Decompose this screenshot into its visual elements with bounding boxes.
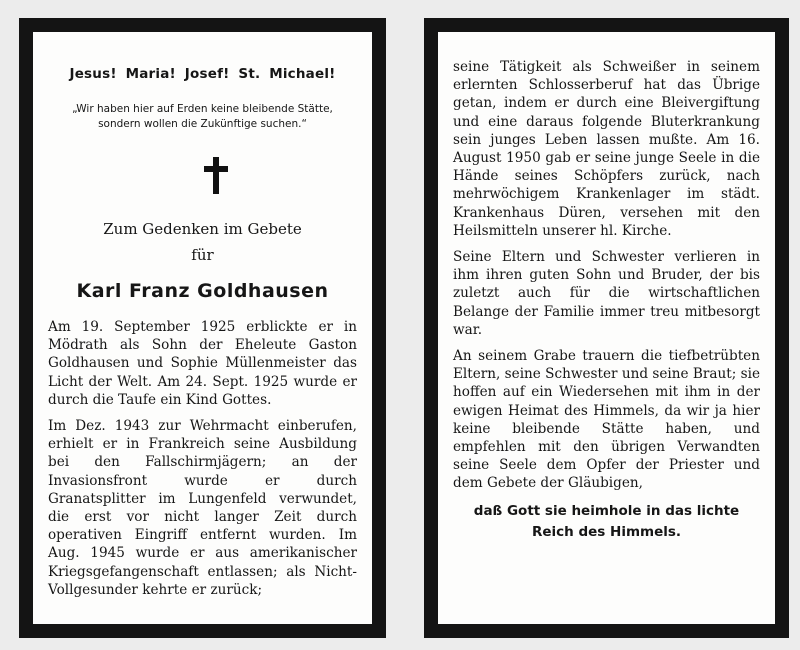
closing-line: Reich des Himmels. (531, 523, 682, 540)
deceased-name: Karl Franz Goldhausen (76, 280, 329, 302)
paragraph: Seine Eltern und Schwester verlieren in ihm ihren guten Sohn und Bruder, der bis zuletzt auch für die wirtschaftlichen Belange der Familie immer treu mitbesorgt war. (453, 249, 760, 338)
memorial-line: Zum Gedenken im Gebete (103, 220, 302, 238)
memorial-for: für (191, 246, 214, 264)
memorial-heading (33, 216, 372, 268)
paragraph: seine Tätigkeit als Schweißer in seinem erlernten Schlosserberuf hat das Übrige getan, indem er durch eine Bleivergiftung und eine daraus folgende Bluterkrankung sein junges Leben lassen mußte. Am 16. August 1950 gab er seine junge Seele in die Hände seines Schöpfers zurück, nach mehrwöchigem Krankenlager im städt. Krankenhaus Düren, versehen mit den Heilsmitteln unserer hl. Kirche. (453, 59, 760, 239)
left-card-inner (33, 32, 372, 624)
paragraph: Am 19. September 1925 erblickte er in Mödrath als Sohn der Eheleute Gaston Goldhausen und Sophie Müllenmeister das Licht der Welt. Am 24. Sept. 1925 wurde er durch die Taufe ein Kind Gottes. (48, 319, 357, 408)
closing-line: daß Gott sie heimhole in das lichte (473, 502, 740, 519)
motto-quote: „Wir haben hier auf Erden keine bleibende Stätte, sondern wollen die Zukünftige suchen.“ (72, 103, 333, 130)
biography-right (453, 58, 760, 543)
biography-left (48, 318, 357, 607)
paragraph: An seinem Grabe trauern die tiefbetrübten Eltern, seine Schwester und seine Braut; sie hoffen auf ein Wiedersehen mit ihm in der ewigen Heimat des Himmels, da wir ja hier keine bleibende Stätte haben, und empfehlen mit den übrigen Verwandten seine Seele dem Opfer der Priester und dem Gebete der Gläubigen, (453, 348, 760, 492)
cross-icon (204, 157, 228, 194)
closing-prayer (453, 501, 760, 543)
paragraph: Im Dez. 1943 zur Wehrmacht einberufen, erhielt er in Frankreich seine Ausbildung bei den Fallschirmjägern; an der Invasionsfront wurde er durch Granatsplitter im Lungenfeld verwundet, die erst vor nicht langer Zeit durch operativen Eingriff entfernt wurden. Im Aug. 1945 wurde er aus amerikanischer Kriegsgefangenschaft entlassen; als Nicht-Vollgesunder kehrte er zurück; (48, 418, 357, 598)
right-card (424, 18, 789, 638)
right-card-inner (438, 32, 775, 624)
left-card (19, 18, 386, 638)
saints-invocation: Jesus! Maria! Josef! St. Michael! (69, 66, 336, 82)
